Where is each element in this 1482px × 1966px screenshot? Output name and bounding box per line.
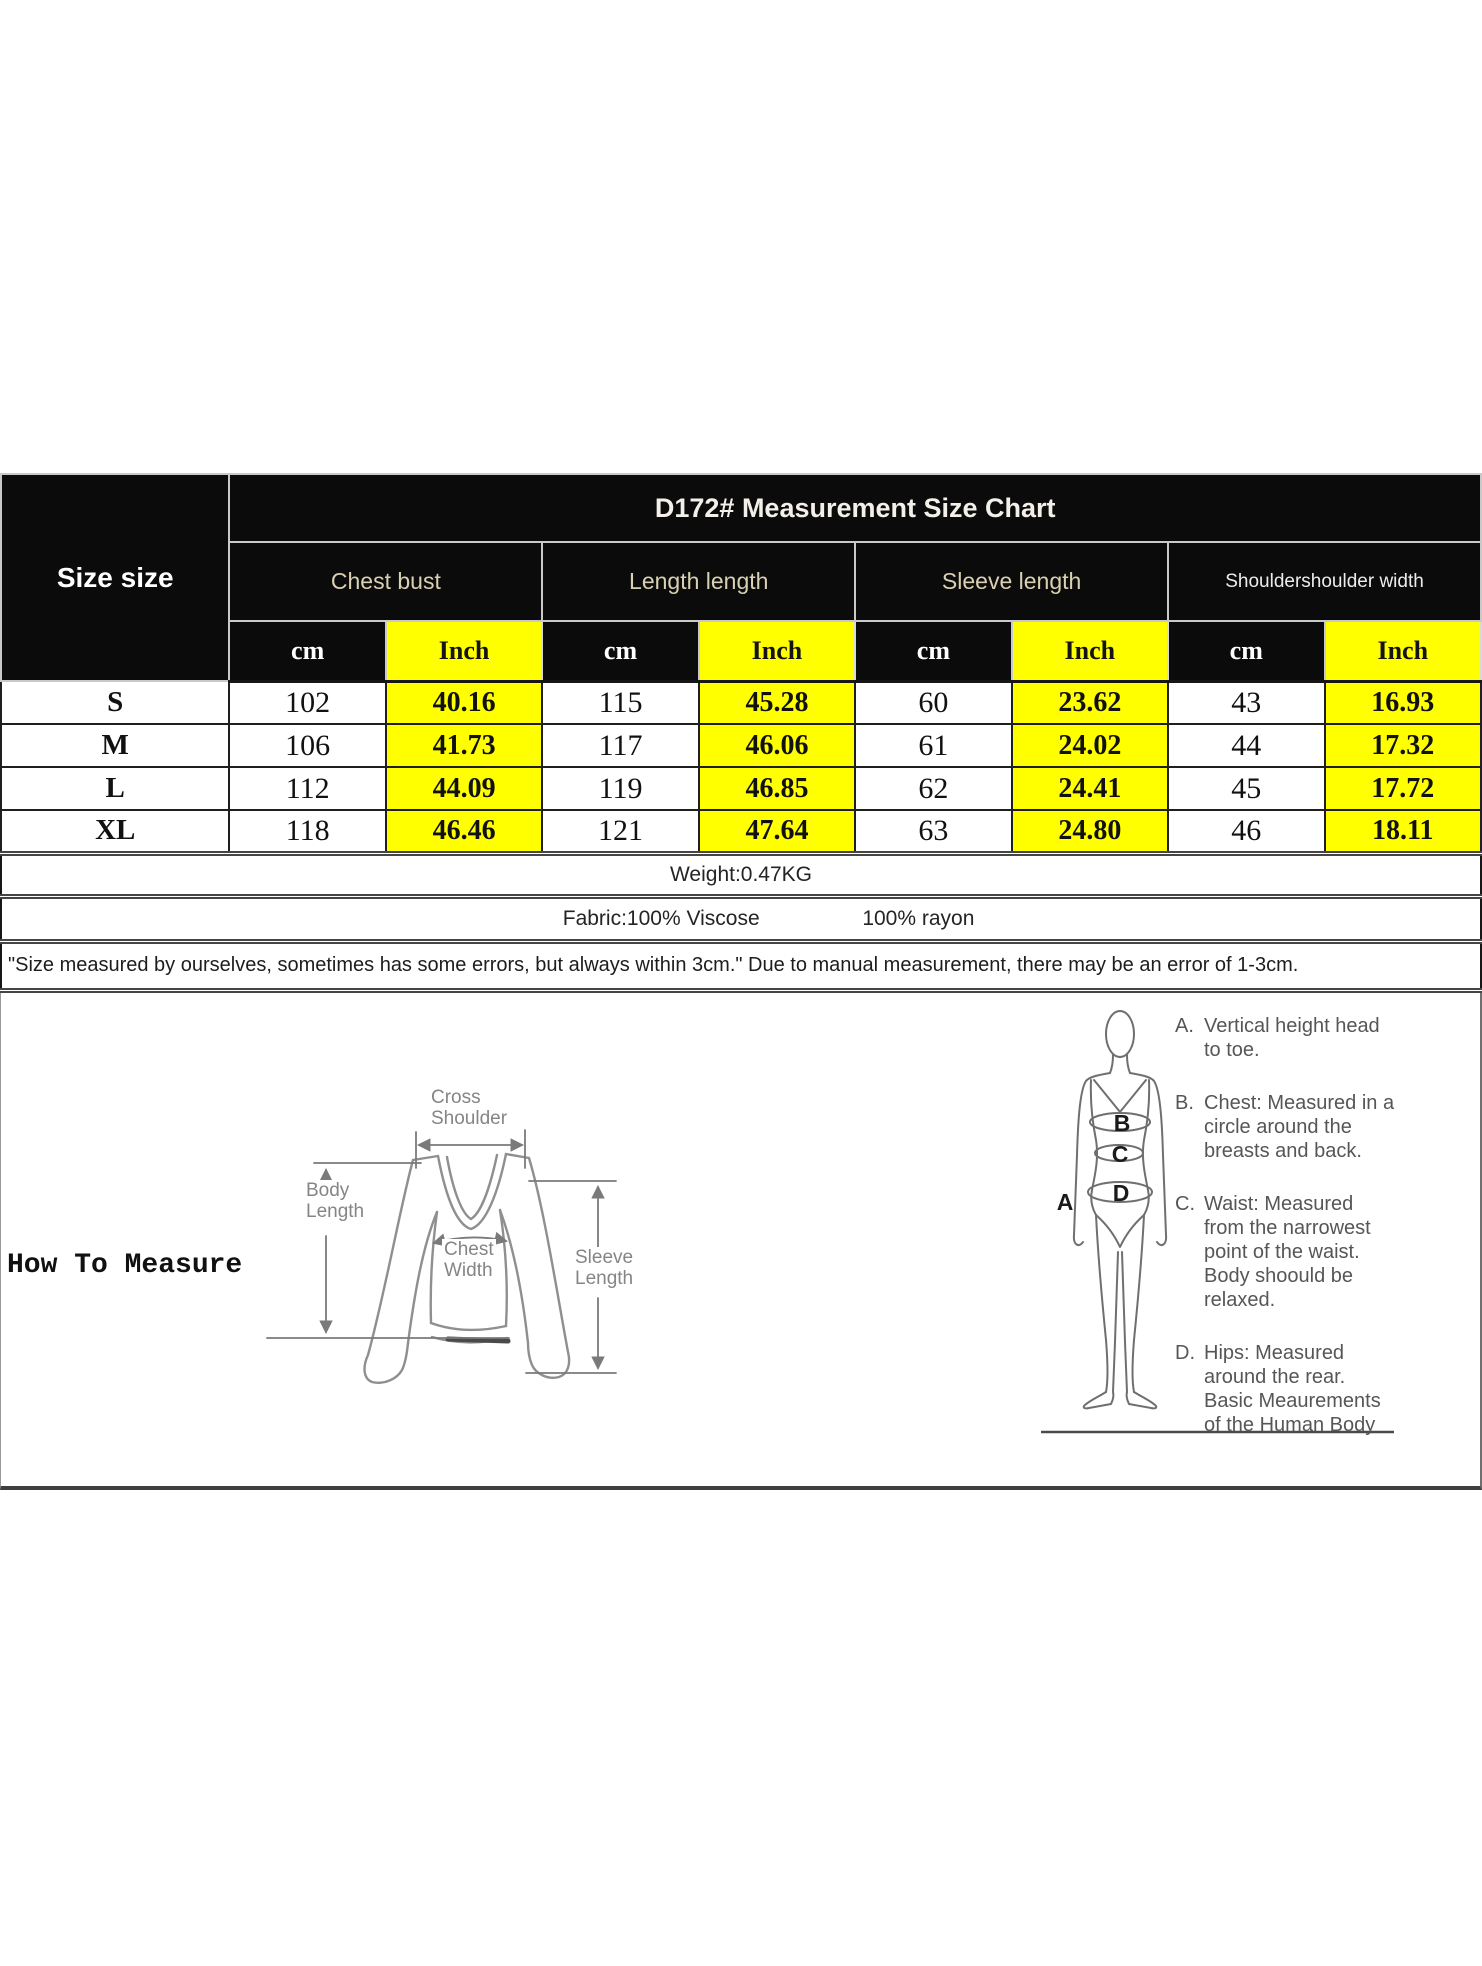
size-label: L (1, 767, 229, 810)
cell-value: 23.62 (1012, 681, 1168, 724)
how-to-measure-section (0, 993, 1482, 1490)
cell-value: 43 (1168, 681, 1324, 724)
shirt-hem-top (431, 1323, 506, 1330)
cell-value: 62 (855, 767, 1011, 810)
figure-label-a: A (1056, 1189, 1074, 1215)
size-label: M (1, 724, 229, 767)
instruction-a: A. Vertical height head to toe. (1175, 1015, 1380, 1061)
figure-label-b: B (1113, 1110, 1131, 1136)
shirt-left-sleeve (365, 1160, 413, 1383)
table-row (1, 724, 1481, 767)
group-chest-bust: Chest bust (229, 542, 542, 621)
instruction-letter: D. (1175, 1342, 1195, 1364)
figure-right-leg (1133, 1215, 1145, 1392)
disclaimer-text: "Size measured by ourselves, sometimes has some errors, but always within 3cm." Due to manual measurement, there may be an error of 1-3cm. (1, 941, 1481, 990)
cell-value: 115 (542, 681, 698, 724)
body-length-label: Body Length (306, 1180, 365, 1222)
shirt-hem-band (448, 1339, 508, 1341)
cell-value: 106 (229, 724, 385, 767)
cell-value: 46.85 (699, 767, 855, 810)
disclaimer-row (1, 941, 1481, 990)
size-column-header: Size size (1, 474, 229, 681)
cell-value: 47.64 (699, 810, 855, 853)
cell-value: 40.16 (386, 681, 542, 724)
figure-label-d: D (1112, 1180, 1130, 1206)
figure-bikini (1096, 1215, 1144, 1247)
figure-label-c: C (1111, 1141, 1129, 1167)
size-label: S (1, 681, 229, 724)
fabric-text: Fabric:100% Viscose (562, 906, 760, 930)
figure-right-foot (1127, 1392, 1157, 1408)
chest-width-label: Chest Width (444, 1239, 494, 1281)
table-title: D172# Measurement Size Chart (229, 474, 1481, 542)
cell-value: 118 (229, 810, 385, 853)
figure-left-leg-inner (1113, 1252, 1118, 1392)
cell-value: 63 (855, 810, 1011, 853)
unit-inch-header: Inch (1012, 621, 1168, 681)
cell-value: 45.28 (699, 681, 855, 724)
shirt-right-sleeve-inner (500, 1210, 528, 1343)
unit-inch-header: Inch (386, 621, 542, 681)
figure-left-leg (1096, 1215, 1108, 1392)
measure-instructions (1175, 1014, 1467, 1466)
unit-cm-header: cm (855, 621, 1011, 681)
cell-value: 61 (855, 724, 1011, 767)
unit-inch-header: Inch (1325, 621, 1482, 681)
cell-value: 17.32 (1325, 724, 1482, 767)
cell-value: 119 (542, 767, 698, 810)
table-row (1, 767, 1481, 810)
cell-value: 46.06 (699, 724, 855, 767)
group-shoulder: Shouldershoulder width (1168, 542, 1481, 621)
cell-value: 24.80 (1012, 810, 1168, 853)
cell-value: 44.09 (386, 767, 542, 810)
cell-value: 112 (229, 767, 385, 810)
figure-head (1106, 1011, 1134, 1057)
cell-value: 18.11 (1325, 810, 1482, 853)
figure-torso-left (1091, 1080, 1097, 1215)
cell-value: 102 (229, 681, 385, 724)
weight-row (1, 853, 1481, 896)
instruction-c: C. Waist: Measured from the narrowest point of the waist. Body shoould be relaxed. (1175, 1193, 1371, 1311)
shirt-right-sleeve (528, 1158, 569, 1378)
fabric-alt-text: 100% rayon (862, 906, 975, 930)
cell-value: 41.73 (386, 724, 542, 767)
table-title-row (1, 474, 1481, 542)
cell-value: 24.02 (1012, 724, 1168, 767)
cell-value: 121 (542, 810, 698, 853)
cross-shoulder-label: Cross Shoulder (431, 1087, 508, 1129)
group-length: Length length (542, 542, 855, 621)
figure-torso-right (1143, 1080, 1149, 1215)
instruction-b: B. Chest: Measured in a circle around the breasts and back. (1175, 1092, 1395, 1162)
figure-right-leg-inner (1122, 1252, 1127, 1392)
cell-value: 16.93 (1325, 681, 1482, 724)
unit-cm-header: cm (1168, 621, 1324, 681)
body-figure (1074, 1011, 1166, 1408)
size-label: XL (1, 810, 229, 853)
cell-value: 46.46 (386, 810, 542, 853)
cell-value: 44 (1168, 724, 1324, 767)
cell-value: 45 (1168, 767, 1324, 810)
table-row (1, 810, 1481, 853)
unit-cm-header: cm (229, 621, 385, 681)
unit-inch-header: Inch (699, 621, 855, 681)
cell-value: 117 (542, 724, 698, 767)
weight-text: Weight:0.47KG (1, 853, 1481, 896)
group-sleeve: Sleeve length (855, 542, 1168, 621)
cell-value: 17.72 (1325, 767, 1482, 810)
instruction-letter: B. (1175, 1092, 1194, 1114)
instruction-letter: A. (1175, 1015, 1194, 1037)
sleeve-length-label: Sleeve Length (575, 1247, 634, 1289)
figure-left-foot (1084, 1392, 1114, 1408)
unit-cm-header: cm (542, 621, 698, 681)
figure-vneck (1094, 1080, 1146, 1112)
table-row (1, 681, 1481, 724)
instruction-d: D. Hips: Measured around the rear. Basic Meaurements of the Human Body (1175, 1342, 1381, 1436)
fabric-row (1, 896, 1481, 941)
how-to-measure-heading: How To Measure (7, 1250, 243, 1281)
cell-value: 24.41 (1012, 767, 1168, 810)
cell-value: 60 (855, 681, 1011, 724)
cell-value: 46 (1168, 810, 1324, 853)
instruction-letter: C. (1175, 1193, 1195, 1215)
measurement-table (0, 473, 1482, 993)
